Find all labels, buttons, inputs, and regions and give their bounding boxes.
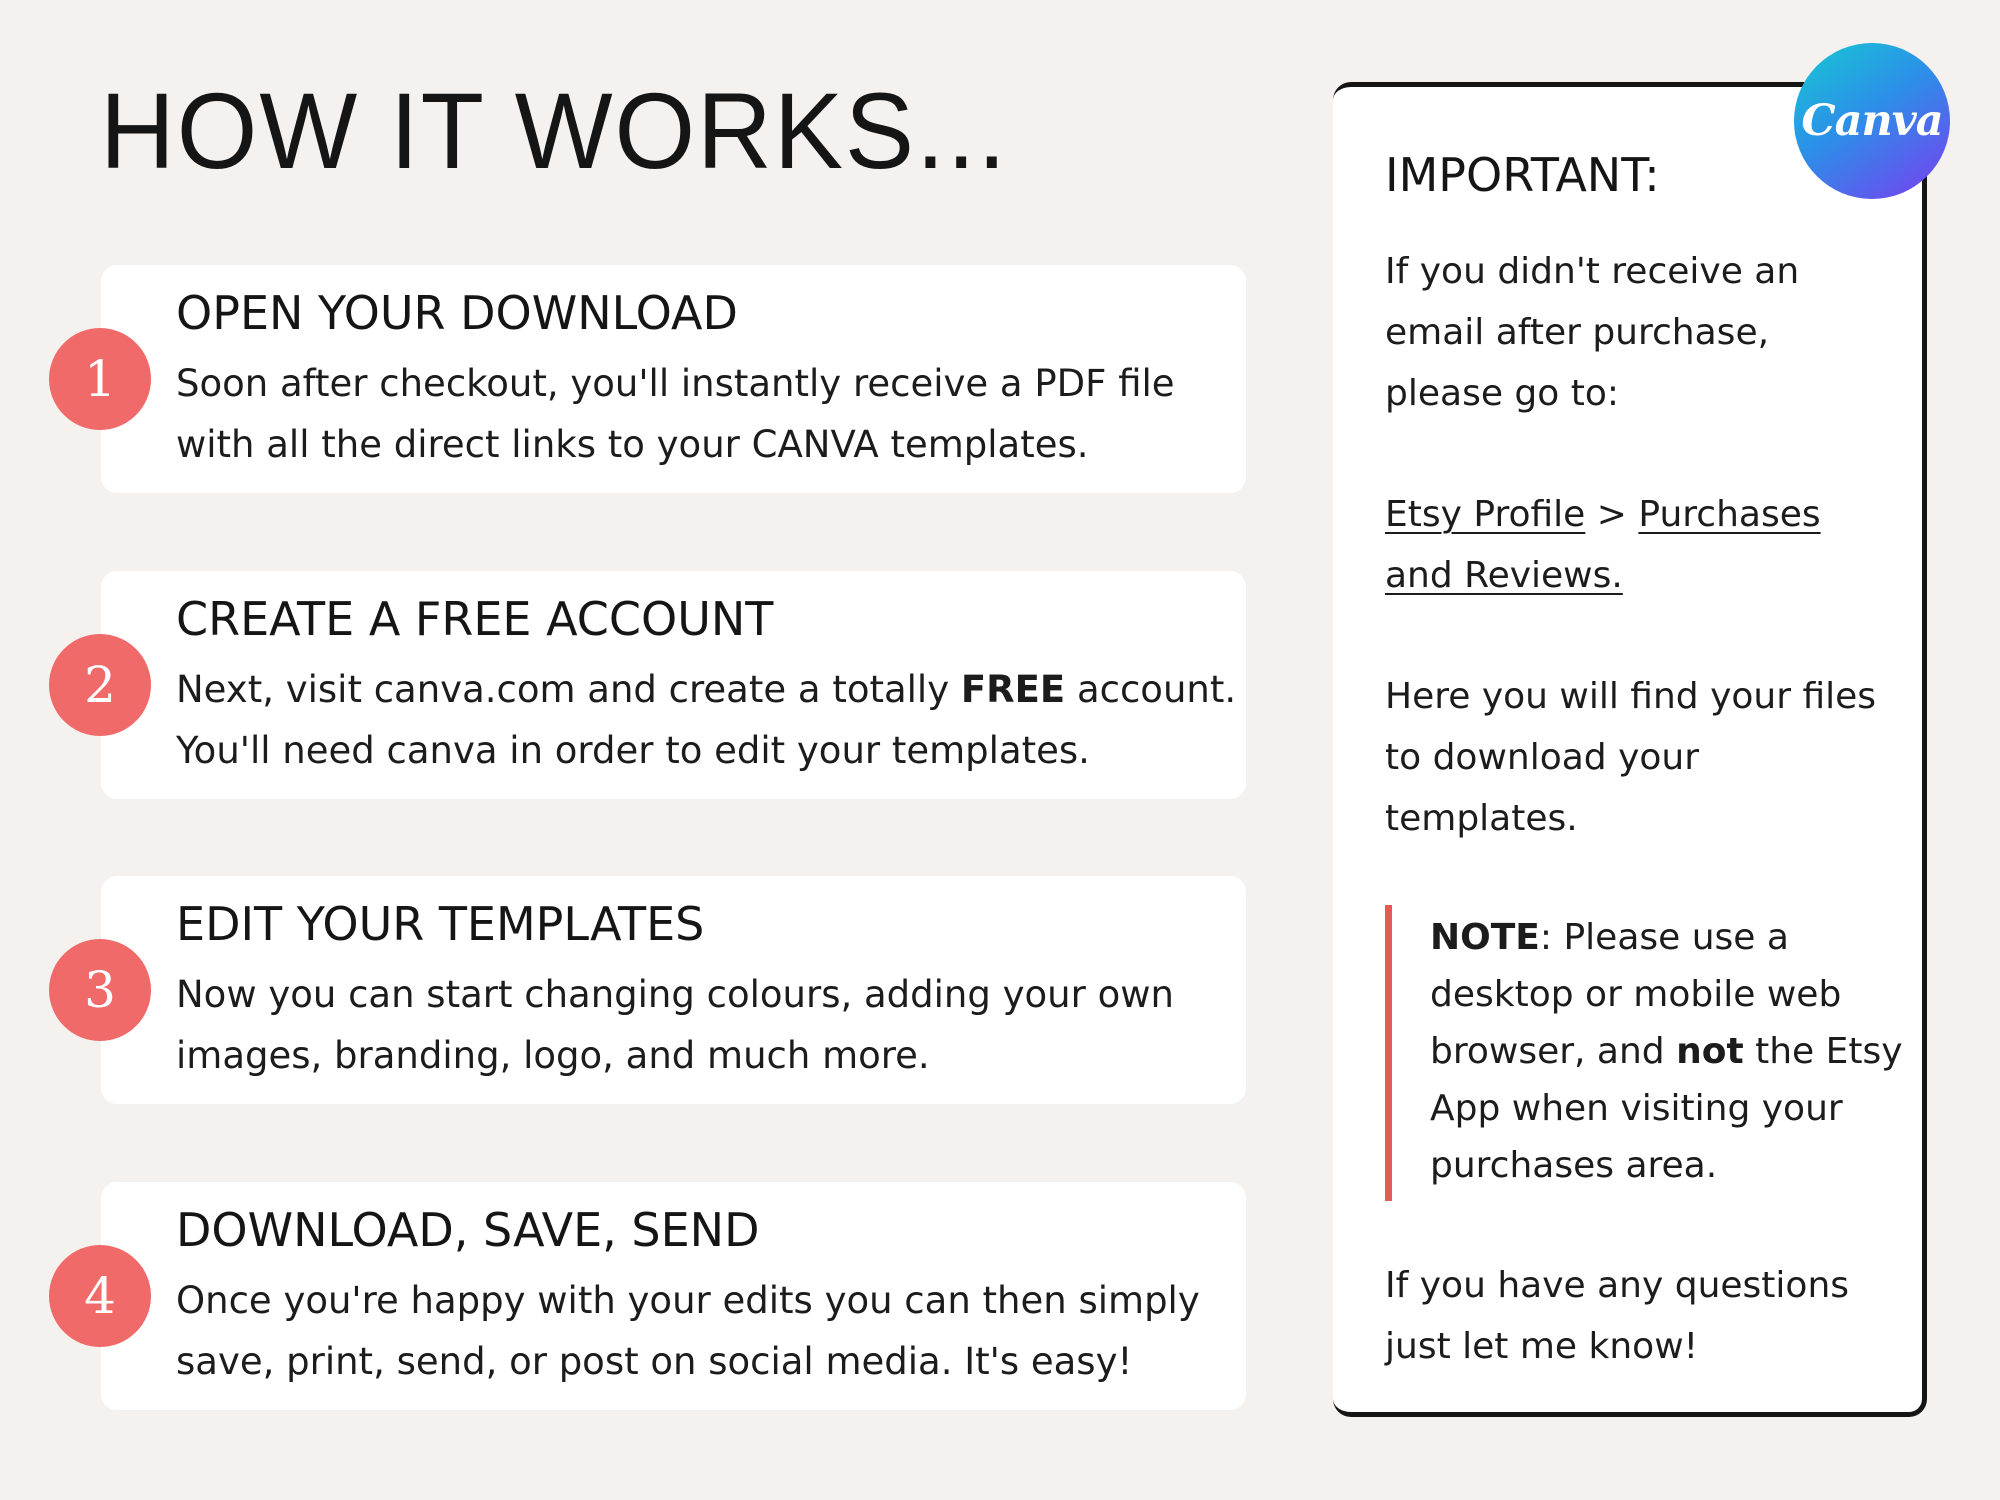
purchases-and-reviews-link[interactable]: Purchases bbox=[1638, 494, 1821, 535]
etsy-profile-link[interactable]: Etsy Profile bbox=[1385, 494, 1586, 535]
panel-intro-text bbox=[1385, 241, 1905, 424]
note-line bbox=[1430, 1023, 1903, 1080]
panel-files-text bbox=[1385, 666, 1905, 849]
step-title: EDIT YOUR TEMPLATES bbox=[176, 897, 705, 951]
step-description-text: Next, visit canva.com and create a totally bbox=[176, 668, 961, 711]
note-line bbox=[1430, 909, 1903, 966]
step-number-badge: 3 bbox=[49, 939, 151, 1041]
note-line: purchases area. bbox=[1430, 1145, 1718, 1186]
panel-text-line: please go to: bbox=[1385, 373, 1619, 414]
panel-link-line bbox=[1385, 545, 1905, 606]
page-title: HOW IT WORKS... bbox=[100, 70, 1009, 191]
step-description-line bbox=[176, 659, 1236, 720]
step-card-edit-templates bbox=[84, 876, 1246, 1104]
panel-text-line: email after purchase, bbox=[1385, 312, 1770, 353]
step-title: DOWNLOAD, SAVE, SEND bbox=[176, 1203, 760, 1257]
step-description bbox=[176, 964, 1236, 1086]
note-line: desktop or mobile web bbox=[1430, 974, 1842, 1015]
step-description-line: Once you're happy with your edits you can then simply bbox=[176, 1279, 1200, 1322]
step-description-line: with all the direct links to your CANVA templates. bbox=[176, 423, 1089, 466]
note-text-part: browser, and bbox=[1430, 1031, 1677, 1072]
purchases-and-reviews-link-cont[interactable]: and Reviews. bbox=[1385, 555, 1623, 596]
free-emphasis: FREE bbox=[960, 668, 1066, 711]
step-description bbox=[176, 659, 1236, 781]
step-title: OPEN YOUR DOWNLOAD bbox=[176, 286, 738, 340]
panel-text-line: Here you will find your files bbox=[1385, 676, 1877, 717]
step-card-create-account bbox=[84, 571, 1246, 799]
step-number-badge: 1 bbox=[49, 328, 151, 430]
step-card-open-download bbox=[84, 265, 1246, 493]
note-callout bbox=[1385, 905, 1905, 1201]
step-title: CREATE A FREE ACCOUNT bbox=[176, 592, 774, 646]
panel-link-line bbox=[1385, 484, 1905, 545]
note-text bbox=[1430, 909, 1903, 1194]
note-label: NOTE bbox=[1430, 917, 1540, 958]
canva-logo-badge: Canva bbox=[1794, 43, 1950, 199]
panel-text-line: templates. bbox=[1385, 798, 1578, 839]
note-text-part: : Please use a bbox=[1539, 917, 1789, 958]
panel-outro-text bbox=[1385, 1255, 1905, 1377]
step-description-text: account. bbox=[1065, 668, 1237, 711]
link-separator: > bbox=[1585, 494, 1639, 535]
panel-text-line: If you didn't receive an bbox=[1385, 251, 1800, 292]
step-description-line: Now you can start changing colours, adding your own bbox=[176, 973, 1174, 1016]
step-description-line: images, branding, logo, and much more. bbox=[176, 1034, 930, 1077]
note-text-part: the Etsy bbox=[1743, 1031, 1903, 1072]
step-card-download-save-send bbox=[84, 1182, 1246, 1410]
step-description bbox=[176, 1270, 1236, 1392]
step-description-line: You'll need canva in order to edit your templates. bbox=[176, 729, 1090, 772]
step-description-line: Soon after checkout, you'll instantly receive a PDF file bbox=[176, 362, 1175, 405]
important-heading: IMPORTANT: bbox=[1385, 148, 1660, 202]
step-number-badge: 4 bbox=[49, 1245, 151, 1347]
step-description-line: save, print, send, or post on social media. It's easy! bbox=[176, 1340, 1133, 1383]
panel-text-line: to download your bbox=[1385, 737, 1700, 778]
step-description bbox=[176, 353, 1236, 475]
step-number-badge: 2 bbox=[49, 634, 151, 736]
note-line: App when visiting your bbox=[1430, 1088, 1843, 1129]
panel-text-line: just let me know! bbox=[1385, 1326, 1699, 1367]
panel-text-line: If you have any questions bbox=[1385, 1265, 1850, 1306]
not-emphasis: not bbox=[1676, 1031, 1744, 1072]
panel-links bbox=[1385, 484, 1905, 606]
